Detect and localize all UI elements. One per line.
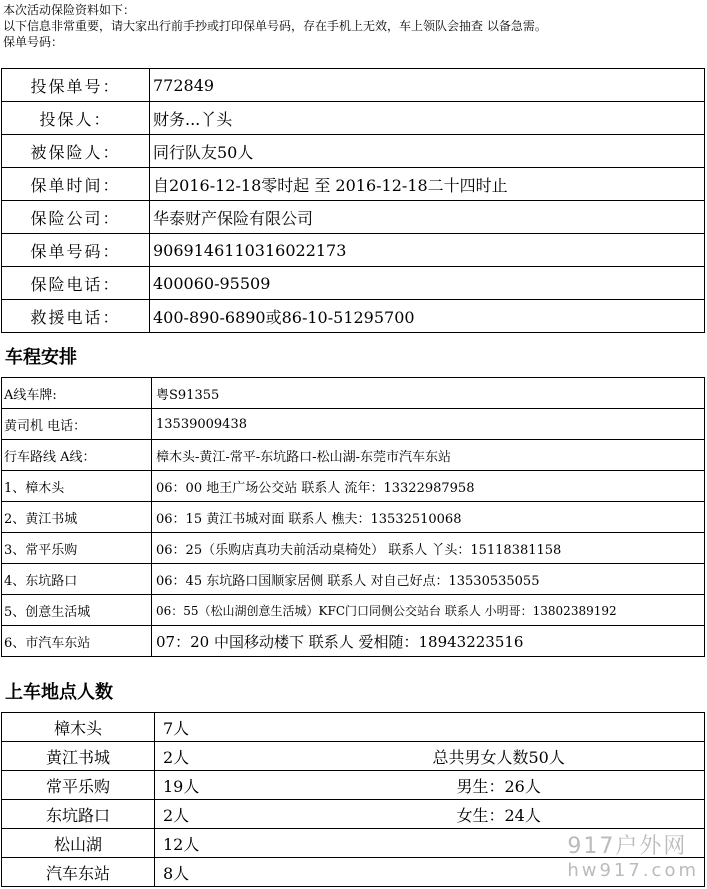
trip-value: 06：45 东坑路口国顺家居侧 联系人 对自己好点：13530535055 <box>152 564 705 595</box>
table-row <box>2 713 705 742</box>
pickup-place: 松山湖 <box>2 829 155 858</box>
table-row <box>2 201 705 234</box>
table-row <box>2 800 705 829</box>
policy-value: 华泰财产保险有限公司 <box>150 201 705 234</box>
intro-line-2: 以下信息非常重要，请大家出行前手抄或打印保单号码，存在手机上无效，车上领队会抽查 以备急需。 <box>3 19 547 33</box>
table-row <box>2 267 705 300</box>
pickup-heading: 上车地点人数 <box>5 682 113 703</box>
trip-value: 粤S91355 <box>152 378 705 409</box>
pickup-place: 汽车东站 <box>2 858 155 887</box>
trip-label: 1、樟木头 <box>2 471 152 502</box>
policy-label: 保单时间： <box>2 168 150 201</box>
pickup-total: 总共男女人数50人 <box>293 742 704 771</box>
pickup-total: 男生：26人 <box>293 771 704 800</box>
trip-label: 2、黄江书城 <box>2 502 152 533</box>
trip-label: 黄司机 电话： <box>2 409 152 440</box>
policy-label: 保单号码： <box>2 234 150 267</box>
table-row <box>2 409 705 440</box>
table-row <box>2 742 705 771</box>
policy-label: 投保单号： <box>2 69 150 102</box>
policy-label: 保险电话： <box>2 267 150 300</box>
intro-line-3: 保单号码： <box>3 35 64 49</box>
watermark <box>567 829 699 881</box>
trip-table <box>1 377 705 657</box>
trip-label: 行车路线 A线： <box>2 440 152 471</box>
table-row <box>2 102 705 135</box>
table-row <box>2 69 705 102</box>
policy-value: 自2016-12-18零时起 至 2016-12-18二十四时止 <box>150 168 705 201</box>
pickup-total: 女生：24人 <box>293 800 704 829</box>
table-row <box>2 564 705 595</box>
table-row <box>2 502 705 533</box>
trip-value: 06：25（乐购店真功夫前活动桌椅处） 联系人 丫头：15118381158 <box>152 533 705 564</box>
pickup-place: 东坑路口 <box>2 800 155 829</box>
intro-line-1: 本次活动保险资料如下： <box>3 3 136 17</box>
trip-heading: 车程安排 <box>5 347 77 368</box>
trip-value: 樟木头-黄江-常平-东坑路口-松山湖-东莞市汽车东站 <box>152 440 705 471</box>
trip-label: A线车牌: <box>2 378 152 409</box>
pickup-place: 樟木头 <box>2 713 155 742</box>
trip-value: 06：15 黄江书城对面 联系人 樵夫：13532510068 <box>152 502 705 533</box>
table-row <box>2 300 705 333</box>
table-row <box>2 378 705 409</box>
policy-label: 被保险人： <box>2 135 150 168</box>
policy-value: 财务...丫头 <box>150 102 705 135</box>
table-row <box>2 626 705 657</box>
table-row <box>2 168 705 201</box>
intro-text <box>3 2 547 50</box>
table-row <box>2 771 705 800</box>
trip-value: 07：20 中国移动楼下 联系人 爱相随：18943223516 <box>152 626 705 657</box>
trip-value: 06：00 地王广场公交站 联系人 流年：13322987958 <box>152 471 705 502</box>
pickup-count: 12人 <box>155 829 294 858</box>
policy-table <box>1 68 705 333</box>
pickup-count: 19人 <box>155 771 294 800</box>
pickup-count: 2人 <box>155 742 294 771</box>
pickup-total <box>293 713 704 742</box>
table-row <box>2 471 705 502</box>
pickup-count: 8人 <box>155 858 294 887</box>
trip-value: 13539009438 <box>152 409 705 440</box>
trip-label: 5、创意生活城 <box>2 595 152 626</box>
pickup-place: 黄江书城 <box>2 742 155 771</box>
pickup-count: 7人 <box>155 713 294 742</box>
table-row <box>2 135 705 168</box>
pickup-place: 常平乐购 <box>2 771 155 800</box>
trip-label: 3、常平乐购 <box>2 533 152 564</box>
policy-value: 400060-95509 <box>150 267 705 300</box>
trip-label: 6、市汽车东站 <box>2 626 152 657</box>
pickup-count: 2人 <box>155 800 294 829</box>
policy-value: 9069146110316022173 <box>150 234 705 267</box>
table-row <box>2 440 705 471</box>
trip-value: 06：55（松山湖创意生活城）KFC门口同侧公交站台 联系人 小明哥：13802389192 <box>152 595 705 626</box>
policy-label: 救援电话： <box>2 300 150 333</box>
table-row <box>2 533 705 564</box>
policy-label: 保险公司： <box>2 201 150 234</box>
table-row <box>2 595 705 626</box>
policy-value: 772849 <box>150 69 705 102</box>
watermark-line-1: 917户外网 <box>567 834 688 859</box>
table-row <box>2 234 705 267</box>
policy-label: 投保人： <box>2 102 150 135</box>
policy-value: 400-890-6890或86-10-51295700 <box>150 300 705 333</box>
watermark-line-2: hw917.com <box>567 860 699 881</box>
trip-label: 4、东坑路口 <box>2 564 152 595</box>
policy-value: 同行队友50人 <box>150 135 705 168</box>
